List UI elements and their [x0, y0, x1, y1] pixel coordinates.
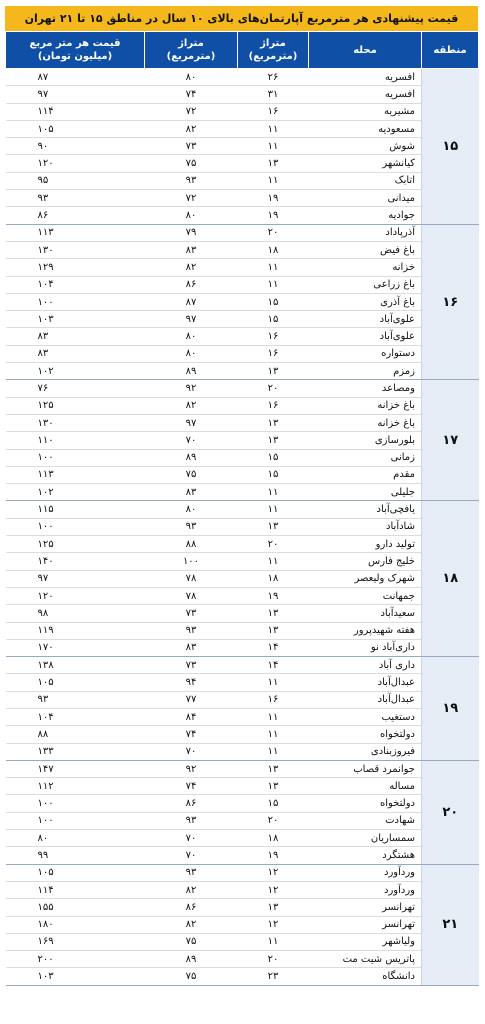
table-row — [6, 916, 479, 933]
neighborhood-cell: باغ خزانه — [309, 414, 422, 431]
area-min-cell: ۱۱ — [238, 553, 309, 570]
table-row — [6, 587, 479, 604]
table-row — [6, 363, 479, 380]
neighborhood-cell: پاتریس شیت مت — [309, 951, 422, 968]
neighborhood-cell: شوش — [309, 138, 422, 155]
price-cell: ۱۶۹ — [6, 933, 145, 950]
area-min-cell: ۲۳ — [238, 968, 309, 985]
header-row — [6, 32, 479, 69]
neighborhood-cell: جلیلی — [309, 484, 422, 501]
area-max-cell: ۸۳ — [145, 639, 238, 656]
table-row — [6, 241, 479, 258]
area-min-cell: ۱۵ — [238, 449, 309, 466]
neighborhood-cell: تهرانسر — [309, 916, 422, 933]
area-max-cell: ۷۵ — [145, 155, 238, 172]
price-cell: ۹۳ — [6, 190, 145, 207]
price-table — [5, 31, 479, 986]
area-min-cell: ۱۱ — [238, 726, 309, 743]
area-min-cell: ۲۰ — [238, 536, 309, 553]
price-cell: ۱۰۰ — [6, 795, 145, 812]
area-min-cell: ۱۱ — [238, 172, 309, 189]
area-max-cell: ۸۲ — [145, 881, 238, 898]
price-cell: ۱۰۲ — [6, 484, 145, 501]
table-row — [6, 899, 479, 916]
header-area-max: متراژ (مترمربع) — [145, 32, 238, 69]
neighborhood-cell: زمزم — [309, 363, 422, 380]
neighborhood-cell: هشتگرد — [309, 847, 422, 864]
table-row — [6, 881, 479, 898]
area-min-cell: ۱۳ — [238, 778, 309, 795]
price-cell: ۸۸ — [6, 726, 145, 743]
table-row — [6, 397, 479, 414]
area-max-cell: ۸۳ — [145, 484, 238, 501]
neighborhood-cell: دانشگاه — [309, 968, 422, 985]
area-max-cell: ۷۸ — [145, 570, 238, 587]
price-cell: ۹۷ — [6, 86, 145, 103]
table-row — [6, 795, 479, 812]
area-max-cell: ۸۲ — [145, 916, 238, 933]
area-max-cell: ۷۰ — [145, 847, 238, 864]
table-row — [6, 380, 479, 397]
area-max-cell: ۹۳ — [145, 518, 238, 535]
table-row — [6, 345, 479, 362]
region-cell: ۱۸ — [422, 501, 479, 657]
table-row — [6, 432, 479, 449]
neighborhood-cell: میدانی — [309, 190, 422, 207]
table-row — [6, 103, 479, 120]
price-cell: ۱۱۵ — [6, 501, 145, 518]
neighborhood-cell: مسعودیه — [309, 120, 422, 137]
area-max-cell: ۸۶ — [145, 795, 238, 812]
table-row — [6, 207, 479, 224]
area-min-cell: ۱۱ — [238, 933, 309, 950]
area-max-cell: ۷۰ — [145, 830, 238, 847]
price-cell: ۱۲۵ — [6, 536, 145, 553]
area-max-cell: ۸۰ — [145, 69, 238, 86]
area-min-cell: ۳۱ — [238, 86, 309, 103]
price-cell: ۸۳ — [6, 345, 145, 362]
table-row — [6, 120, 479, 137]
area-max-cell: ۹۳ — [145, 622, 238, 639]
neighborhood-cell: وردآورد — [309, 864, 422, 881]
area-max-cell: ۸۴ — [145, 708, 238, 725]
area-min-cell: ۱۹ — [238, 587, 309, 604]
area-max-cell: ۸۲ — [145, 397, 238, 414]
area-max-cell: ۸۰ — [145, 345, 238, 362]
region-cell: ۲۱ — [422, 864, 479, 985]
header-area-min: متراژ (مترمربع) — [238, 32, 309, 69]
price-cell: ۱۵۵ — [6, 899, 145, 916]
area-max-cell: ۸۹ — [145, 449, 238, 466]
area-max-cell: ۸۲ — [145, 259, 238, 276]
area-max-cell: ۸۷ — [145, 293, 238, 310]
area-min-cell: ۲۰ — [238, 224, 309, 241]
neighborhood-cell: باغ آذری — [309, 293, 422, 310]
table-row — [6, 466, 479, 483]
area-min-cell: ۱۱ — [238, 259, 309, 276]
area-min-cell: ۲۰ — [238, 812, 309, 829]
neighborhood-cell: جمهانت — [309, 587, 422, 604]
price-cell: ۱۰۰ — [6, 812, 145, 829]
area-max-cell: ۱۰۰ — [145, 553, 238, 570]
table-row — [6, 778, 479, 795]
table-row — [6, 172, 479, 189]
area-min-cell: ۱۶ — [238, 103, 309, 120]
price-cell: ۱۴۷ — [6, 760, 145, 777]
neighborhood-cell: تولید دارو — [309, 536, 422, 553]
price-cell: ۸۳ — [6, 328, 145, 345]
neighborhood-cell: داری آباد — [309, 657, 422, 674]
price-cell: ۱۰۰ — [6, 293, 145, 310]
price-cell: ۱۲۰ — [6, 155, 145, 172]
price-cell: ۱۰۲ — [6, 363, 145, 380]
area-max-cell: ۷۵ — [145, 933, 238, 950]
price-cell: ۱۳۳ — [6, 743, 145, 760]
table-row — [6, 639, 479, 656]
table-row — [6, 328, 479, 345]
table-row — [6, 570, 479, 587]
area-max-cell: ۷۵ — [145, 968, 238, 985]
area-min-cell: ۱۹ — [238, 847, 309, 864]
area-min-cell: ۱۱ — [238, 120, 309, 137]
price-cell: ۹۸ — [6, 605, 145, 622]
area-max-cell: ۹۷ — [145, 311, 238, 328]
neighborhood-cell: مشیریه — [309, 103, 422, 120]
area-min-cell: ۱۱ — [238, 501, 309, 518]
price-cell: ۸۷ — [6, 69, 145, 86]
neighborhood-cell: سمساریان — [309, 830, 422, 847]
price-cell: ۹۵ — [6, 172, 145, 189]
neighborhood-cell: ولیاشهر — [309, 933, 422, 950]
neighborhood-cell: خلیج فارس — [309, 553, 422, 570]
area-min-cell: ۱۲ — [238, 881, 309, 898]
price-cell: ۱۲۹ — [6, 259, 145, 276]
price-cell: ۱۳۰ — [6, 241, 145, 258]
area-max-cell: ۸۹ — [145, 363, 238, 380]
area-min-cell: ۱۳ — [238, 622, 309, 639]
table-row — [6, 518, 479, 535]
price-cell: ۸۰ — [6, 830, 145, 847]
price-cell: ۱۰۳ — [6, 311, 145, 328]
price-cell: ۱۰۵ — [6, 864, 145, 881]
region-cell: ۱۹ — [422, 657, 479, 761]
table-row — [6, 536, 479, 553]
neighborhood-cell: تهرانسر — [309, 899, 422, 916]
price-cell: ۹۷ — [6, 570, 145, 587]
table-row — [6, 968, 479, 985]
header-region: منطقه — [422, 32, 479, 69]
price-cell: ۱۲۵ — [6, 397, 145, 414]
area-min-cell: ۱۲ — [238, 864, 309, 881]
price-cell: ۱۰۰ — [6, 449, 145, 466]
area-min-cell: ۱۳ — [238, 760, 309, 777]
area-min-cell: ۱۱ — [238, 276, 309, 293]
table-body — [6, 69, 479, 986]
table-row — [6, 708, 479, 725]
area-max-cell: ۷۷ — [145, 691, 238, 708]
table-row — [6, 501, 479, 518]
area-max-cell: ۸۲ — [145, 120, 238, 137]
area-min-cell: ۱۳ — [238, 414, 309, 431]
price-cell: ۱۸۰ — [6, 916, 145, 933]
area-max-cell: ۷۴ — [145, 778, 238, 795]
neighborhood-cell: داری‌آباد نو — [309, 639, 422, 656]
area-min-cell: ۱۳ — [238, 605, 309, 622]
area-min-cell: ۱۹ — [238, 190, 309, 207]
neighborhood-cell: خزانه — [309, 259, 422, 276]
neighborhood-cell: شهرک ولیعصر — [309, 570, 422, 587]
area-min-cell: ۱۶ — [238, 691, 309, 708]
area-min-cell: ۱۹ — [238, 207, 309, 224]
table-row — [6, 847, 479, 864]
table-row — [6, 138, 479, 155]
area-min-cell: ۱۱ — [238, 674, 309, 691]
table-row — [6, 414, 479, 431]
region-cell: ۱۶ — [422, 224, 479, 380]
price-cell: ۱۱۳ — [6, 224, 145, 241]
area-max-cell: ۸۶ — [145, 899, 238, 916]
price-cell: ۱۰۵ — [6, 120, 145, 137]
area-min-cell: ۱۳ — [238, 363, 309, 380]
neighborhood-cell: جوانمرد قصاب — [309, 760, 422, 777]
area-max-cell: ۸۹ — [145, 951, 238, 968]
neighborhood-cell: دستواره — [309, 345, 422, 362]
table-row — [6, 155, 479, 172]
area-min-cell: ۲۰ — [238, 951, 309, 968]
price-cell: ۱۲۰ — [6, 587, 145, 604]
neighborhood-cell: فیروزبنادی — [309, 743, 422, 760]
price-cell: ۱۱۴ — [6, 103, 145, 120]
area-max-cell: ۸۸ — [145, 536, 238, 553]
table-row — [6, 605, 479, 622]
neighborhood-cell: ومصاعد — [309, 380, 422, 397]
area-min-cell: ۱۴ — [238, 639, 309, 656]
area-max-cell: ۸۶ — [145, 276, 238, 293]
area-min-cell: ۱۸ — [238, 570, 309, 587]
price-cell: ۹۹ — [6, 847, 145, 864]
area-min-cell: ۱۸ — [238, 241, 309, 258]
price-cell: ۱۰۰ — [6, 518, 145, 535]
neighborhood-cell: علوی‌آباد — [309, 311, 422, 328]
area-min-cell: ۱۳ — [238, 899, 309, 916]
region-cell: ۲۰ — [422, 760, 479, 864]
neighborhood-cell: دولتخواه — [309, 726, 422, 743]
price-cell: ۱۰۵ — [6, 674, 145, 691]
area-max-cell: ۹۳ — [145, 812, 238, 829]
area-min-cell: ۱۱ — [238, 708, 309, 725]
neighborhood-cell: عبدال‌آباد — [309, 674, 422, 691]
area-min-cell: ۱۶ — [238, 328, 309, 345]
price-cell: ۱۰۴ — [6, 708, 145, 725]
area-max-cell: ۷۵ — [145, 466, 238, 483]
neighborhood-cell: هفته شهیدپرور — [309, 622, 422, 639]
table-row — [6, 657, 479, 674]
area-max-cell: ۷۸ — [145, 587, 238, 604]
price-cell: ۱۱۲ — [6, 778, 145, 795]
area-min-cell: ۱۲ — [238, 916, 309, 933]
area-max-cell: ۹۳ — [145, 864, 238, 881]
area-max-cell: ۸۰ — [145, 328, 238, 345]
header-neighborhood: محله — [309, 32, 422, 69]
neighborhood-cell: سعیدآباد — [309, 605, 422, 622]
neighborhood-cell: علوی‌آباد — [309, 328, 422, 345]
table-row — [6, 449, 479, 466]
price-cell: ۱۷۰ — [6, 639, 145, 656]
neighborhood-cell: مساله — [309, 778, 422, 795]
area-min-cell: ۲۶ — [238, 69, 309, 86]
table-row — [6, 224, 479, 241]
neighborhood-cell: افسریه — [309, 86, 422, 103]
table-row — [6, 484, 479, 501]
neighborhood-cell: مقدم — [309, 466, 422, 483]
area-min-cell: ۱۵ — [238, 795, 309, 812]
neighborhood-cell: زمانی — [309, 449, 422, 466]
table-row — [6, 743, 479, 760]
price-cell: ۱۱۳ — [6, 466, 145, 483]
table-row — [6, 726, 479, 743]
neighborhood-cell: شهادت — [309, 812, 422, 829]
neighborhood-cell: دولتخواه — [309, 795, 422, 812]
price-cell: ۱۳۸ — [6, 657, 145, 674]
price-cell: ۱۱۴ — [6, 881, 145, 898]
neighborhood-cell: جوادیه — [309, 207, 422, 224]
area-max-cell: ۹۷ — [145, 414, 238, 431]
area-max-cell: ۹۳ — [145, 172, 238, 189]
price-cell: ۷۶ — [6, 380, 145, 397]
area-min-cell: ۱۳ — [238, 518, 309, 535]
neighborhood-cell: کیانشهر — [309, 155, 422, 172]
table-row — [6, 276, 479, 293]
table-row — [6, 190, 479, 207]
neighborhood-cell: باغ فیض — [309, 241, 422, 258]
area-max-cell: ۷۹ — [145, 224, 238, 241]
area-min-cell: ۱۵ — [238, 311, 309, 328]
table-row — [6, 951, 479, 968]
price-cell: ۹۰ — [6, 138, 145, 155]
area-max-cell: ۷۳ — [145, 138, 238, 155]
neighborhood-cell: افسریه — [309, 69, 422, 86]
area-min-cell: ۱۱ — [238, 138, 309, 155]
area-max-cell: ۸۰ — [145, 501, 238, 518]
table-row — [6, 259, 479, 276]
table-row — [6, 830, 479, 847]
table-row — [6, 553, 479, 570]
area-min-cell: ۱۴ — [238, 657, 309, 674]
area-max-cell: ۹۴ — [145, 674, 238, 691]
price-cell: ۲۰۰ — [6, 951, 145, 968]
area-max-cell: ۷۴ — [145, 726, 238, 743]
neighborhood-cell: باغ خزانه — [309, 397, 422, 414]
area-max-cell: ۹۲ — [145, 760, 238, 777]
neighborhood-cell: اتابک — [309, 172, 422, 189]
area-max-cell: ۷۰ — [145, 432, 238, 449]
area-min-cell: ۱۱ — [238, 484, 309, 501]
table-row — [6, 691, 479, 708]
neighborhood-cell: شادآباد — [309, 518, 422, 535]
region-cell: ۱۷ — [422, 380, 479, 501]
neighborhood-cell: وردآورد — [309, 881, 422, 898]
table-row — [6, 86, 479, 103]
area-min-cell: ۱۵ — [238, 466, 309, 483]
table-row — [6, 864, 479, 881]
area-min-cell: ۱۵ — [238, 293, 309, 310]
area-max-cell: ۸۳ — [145, 241, 238, 258]
neighborhood-cell: بلورسازی — [309, 432, 422, 449]
price-cell: ۱۳۰ — [6, 414, 145, 431]
table-title: قیمت پیشنهادی هر مترمربع آپارتمان‌های بالای ۱۰ سال در مناطق ۱۵ تا ۲۱ تهران — [5, 6, 478, 31]
neighborhood-cell: باغ زراعی — [309, 276, 422, 293]
price-cell: ۱۱۰ — [6, 432, 145, 449]
area-min-cell: ۱۶ — [238, 397, 309, 414]
table-row — [6, 933, 479, 950]
price-cell: ۸۶ — [6, 207, 145, 224]
area-max-cell: ۷۰ — [145, 743, 238, 760]
price-cell: ۱۴۰ — [6, 553, 145, 570]
table-row — [6, 760, 479, 777]
area-min-cell: ۱۸ — [238, 830, 309, 847]
table-row — [6, 293, 479, 310]
area-min-cell: ۱۱ — [238, 743, 309, 760]
price-cell: ۱۱۹ — [6, 622, 145, 639]
table-row — [6, 311, 479, 328]
price-cell: ۹۳ — [6, 691, 145, 708]
price-table-container — [5, 6, 478, 986]
area-max-cell: ۹۲ — [145, 380, 238, 397]
area-min-cell: ۱۶ — [238, 345, 309, 362]
table-row — [6, 674, 479, 691]
area-max-cell: ۷۳ — [145, 605, 238, 622]
table-row — [6, 812, 479, 829]
header-price: قیمت هر متر مربع (میلیون تومان) — [6, 32, 145, 69]
area-min-cell: ۱۳ — [238, 155, 309, 172]
table-row — [6, 622, 479, 639]
area-max-cell: ۷۲ — [145, 190, 238, 207]
area-max-cell: ۸۰ — [145, 207, 238, 224]
neighborhood-cell: یافچی‌آباد — [309, 501, 422, 518]
area-min-cell: ۲۰ — [238, 380, 309, 397]
region-cell: ۱۵ — [422, 69, 479, 225]
price-cell: ۱۰۴ — [6, 276, 145, 293]
area-max-cell: ۷۲ — [145, 103, 238, 120]
neighborhood-cell: دستغیب — [309, 708, 422, 725]
area-max-cell: ۷۴ — [145, 86, 238, 103]
neighborhood-cell: آذرپاداد — [309, 224, 422, 241]
table-row — [6, 69, 479, 86]
price-cell: ۱۰۳ — [6, 968, 145, 985]
neighborhood-cell: عبدال‌آباد — [309, 691, 422, 708]
area-min-cell: ۱۳ — [238, 432, 309, 449]
area-max-cell: ۷۳ — [145, 657, 238, 674]
